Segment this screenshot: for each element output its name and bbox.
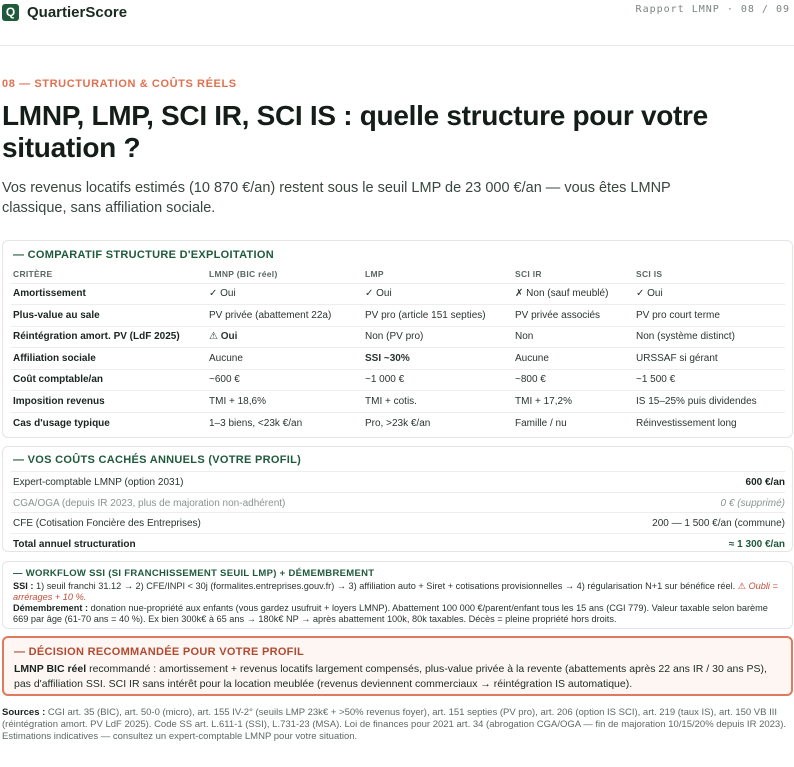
criterion-cell: Coût comptable/an: [11, 369, 207, 391]
value-cell: Non: [513, 326, 634, 348]
cost-value: ≈ 1 300 €/an: [728, 538, 785, 550]
value-cell: TMI + cotis.: [363, 391, 513, 413]
value-cell: Non (système distinct): [634, 326, 785, 348]
cost-row: [11, 471, 785, 492]
workflow-text: [13, 581, 783, 625]
sources-label: Sources :: [2, 707, 46, 718]
comparison-card: [2, 240, 793, 438]
value-cell: Réinvestissement long: [634, 412, 785, 434]
value-cell: PV pro (article 151 septies): [363, 305, 513, 327]
comparison-title: — COMPARATIF STRUCTURE D'EXPLOITATION: [13, 249, 275, 261]
value-cell: ✓ Oui: [363, 283, 513, 305]
criterion-cell: Imposition revenus: [11, 391, 207, 413]
hidden-costs-card: [2, 446, 793, 552]
table-row: [11, 326, 785, 348]
ssi-label: SSI :: [13, 581, 34, 591]
value-cell: ✓ Oui: [634, 283, 785, 305]
brand-logo-icon: Q: [2, 4, 19, 21]
criterion-cell: Plus-value au sale: [11, 305, 207, 327]
value-cell: PV pro court terme: [634, 305, 785, 327]
brand-name[interactable]: QuartierScore: [27, 4, 128, 21]
demembrement-text: donation nue-propriété aux enfants (vous gardez usufruit + loyers LMNP). Abattement 100 000 €/parent/enfant tous les 15 ans (CGI 779). Valeur taxable selon barème 669 par âge (61-70 ans = 40 %). Ex bien 300k€ à 65 ans → 180k€ NP → après abattement 100k, 80k taxables. Décès = pleine propriété hors droits.: [13, 603, 768, 624]
cost-row: [11, 492, 785, 513]
lead-paragraph: Vos revenus locatifs estimés (10 870 €/an) restent sous le seuil LMP de 23 000 €/an — vous êtes LMNP classique, sans affiliation sociale.: [2, 180, 671, 216]
sources-text: CGI art. 35 (BIC), art. 50-0 (micro), art. 155 IV-2° (seuils LMP 23k€ + >50% revenus foyer), art. 151 septies (PV pro), art. 206 (option IS SCI), art. 219 (taux IS), art. 150 VB III (réintégration amort. PV LdF 2025). Code SS art. L.611-1 (SSI), L.731-23 (MSA). Loi de finances pour 2021 art. 34 (abrogation CGA/OGA — fin de majoration 10/15/20% depuis IR 2023). Estimations indicatives — consultez un expert-comptable LMNP pour votre situation.: [2, 707, 787, 742]
hidden-costs-title: — VOS COÛTS CACHÉS ANNUELS (VOTRE PROFIL): [13, 454, 302, 466]
table-row: [11, 391, 785, 413]
col-header-lmnp: LMNP (BIC réel): [209, 268, 278, 279]
table-row: [11, 305, 785, 327]
top-bar: [0, 0, 794, 46]
value-cell: Aucune: [513, 348, 634, 370]
cost-value: 600 €/an: [745, 477, 785, 488]
table-row: [11, 412, 785, 434]
criterion-cell: Cas d'usage typique: [11, 412, 207, 434]
value-cell: 1–3 biens, <23k €/an: [207, 412, 363, 434]
ssi-warning: ⚠ Oubli = arrérages + 10 %.: [13, 581, 778, 602]
value-cell: Pro, >23k €/an: [363, 412, 513, 434]
cost-value: 200 — 1 500 €/an (commune): [652, 518, 785, 529]
section-kicker: 08 — STRUCTURATION & COÛTS RÉELS: [2, 78, 237, 90]
page-title: LMNP, LMP, SCI IR, SCI IS : quelle structure pour votre situation ?: [2, 100, 708, 163]
value-cell: PV privée associés: [513, 305, 634, 327]
table-row: [11, 348, 785, 370]
cost-row: [11, 512, 785, 533]
value-cell: TMI + 18,6%: [207, 391, 363, 413]
value-cell: URSSAF si gérant: [634, 348, 785, 370]
cost-label: Total annuel structuration: [13, 538, 136, 550]
col-header-sci-ir: SCI IR: [515, 268, 542, 279]
ssi-paragraph: [13, 581, 783, 603]
value-cell: TMI + 17,2%: [513, 391, 634, 413]
comparison-table: [11, 265, 785, 434]
decision-card: [2, 636, 793, 696]
table-header-row: [11, 265, 785, 283]
value-cell: PV privée (abattement 22a): [207, 305, 363, 327]
cost-label: CGA/OGA (depuis IR 2023, plus de majoration non-adhérent): [13, 497, 286, 509]
hidden-costs-list: [11, 471, 785, 553]
col-header-criterion: CRITÈRE: [13, 268, 53, 279]
decision-bold: LMNP BIC réel: [14, 663, 87, 675]
report-page-indicator: Rapport LMNP · 08 / 09: [635, 4, 790, 15]
col-header-lmp: LMP: [365, 268, 384, 279]
decision-body: recommandé : amortissement + revenus locatifs largement compensés, plus-value privée à la revente (abattements après 22 ans IR / 30 ans PS), pas d'affiliation SSI. SCI IR sans intérêt pour la location meublée (revenus deviennent commerciaux → réintégration IS automatique).: [14, 663, 767, 690]
value-cell: Famille / nu: [513, 412, 634, 434]
value-cell: ✗ Non (sauf meublé): [513, 283, 634, 305]
ssi-text: 1) seuil franchi 31.12 → 2) CFE/INPI < 30j (formalites.entreprises.gouv.fr) → 3) affiliation auto + Siret + cotisations provisionnelles → 4) régularisation N+1 sur bénéfice réel.: [33, 581, 738, 591]
value-cell: IS 15–25% puis dividendes: [634, 391, 785, 413]
value-cell: SSI ~30%: [363, 348, 513, 370]
cost-value: 0 € (supprimé): [720, 497, 785, 509]
demembrement-label: Démembrement :: [13, 603, 89, 613]
value-cell: ⚠ Oui: [207, 326, 363, 348]
table-row: [11, 369, 785, 391]
cost-label: Expert-comptable LMNP (option 2031): [13, 477, 184, 488]
value-cell: Non (PV pro): [363, 326, 513, 348]
decision-title: — DÉCISION RECOMMANDÉE POUR VOTRE PROFIL: [14, 646, 305, 658]
demembrement-paragraph: [13, 603, 783, 625]
criterion-cell: Amortissement: [11, 283, 207, 305]
criterion-cell: Réintégration amort. PV (LdF 2025): [11, 326, 207, 348]
decision-text: [14, 662, 774, 692]
table-row: [11, 283, 785, 305]
value-cell: ✓ Oui: [207, 283, 363, 305]
criterion-cell: Affiliation sociale: [11, 348, 207, 370]
workflow-title: — WORKFLOW SSI (SI FRANCHISSEMENT SEUIL LMP) + DÉMEMBREMENT: [13, 568, 375, 579]
value-cell: ~1 500 €: [634, 369, 785, 391]
cost-label: CFE (Cotisation Foncière des Entreprises): [13, 518, 201, 529]
sources-footnote: [2, 707, 790, 743]
value-cell: ~1 000 €: [363, 369, 513, 391]
value-cell: ~800 €: [513, 369, 634, 391]
value-cell: ~600 €: [207, 369, 363, 391]
workflow-card: [2, 561, 793, 629]
cost-row: [11, 533, 785, 554]
value-cell: Aucune: [207, 348, 363, 370]
col-header-sci-is: SCI IS: [636, 268, 663, 279]
